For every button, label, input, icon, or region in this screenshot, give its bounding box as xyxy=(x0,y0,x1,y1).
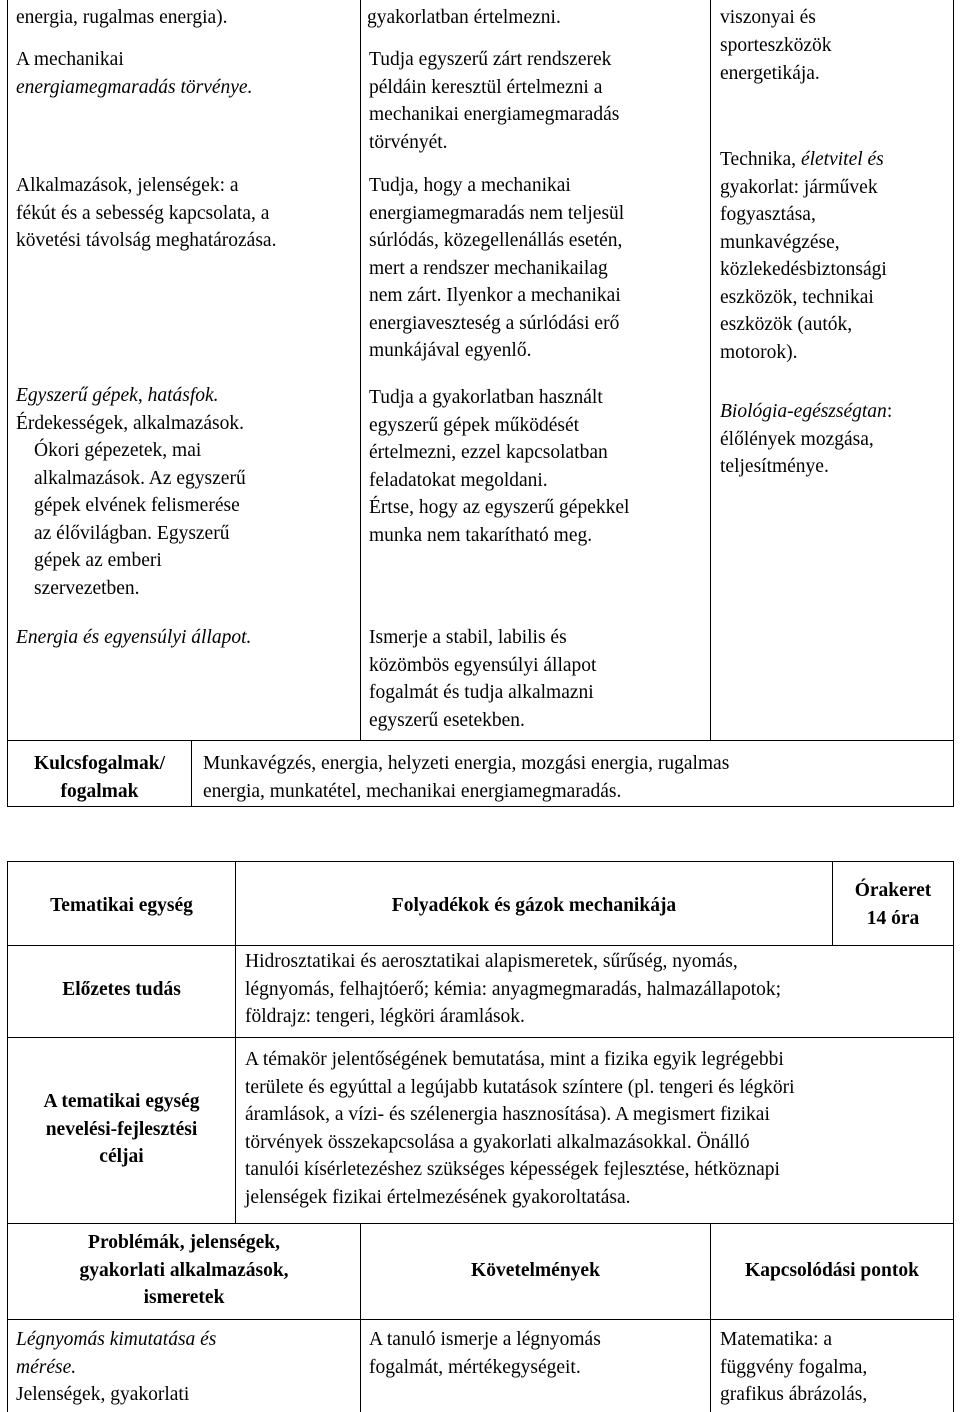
last-row-col3-line: grafikus ábrázolás, xyxy=(720,1384,868,1405)
prior-knowledge-line: Hidrosztatikai és aerosztatikai alapismeretek, sűrűség, nyomás, xyxy=(245,951,738,972)
row2-col2-cell xyxy=(369,172,624,365)
row4-col1-text: Energia és egyensúlyi állapot. xyxy=(16,627,252,648)
row1-col2-line: Tudja egyszerű zárt rendszerek xyxy=(369,49,612,70)
goals-label-line: A tematikai egység xyxy=(43,1091,200,1112)
goals-label-line: nevelési-fejlesztési xyxy=(45,1118,198,1140)
row3-col1-line: szervezetben. xyxy=(34,577,140,599)
last-row-col3 xyxy=(720,1326,867,1409)
prior-knowledge-line: földrajz: tengeri, légköri áramlások. xyxy=(245,1006,525,1027)
problems-header xyxy=(8,1229,360,1312)
row2-col2-line: súrlódás, közegellenállás esetén, xyxy=(369,230,623,251)
row2-col2-line: nem zárt. Ilyenkor a mechanikai xyxy=(369,285,621,306)
row2-col3-line: gyakorlat: járművek xyxy=(720,176,878,198)
top-table-row-divider xyxy=(7,740,954,741)
row1-col2-line: példáin keresztül értelmezni a xyxy=(369,76,603,98)
keyconcepts-text-line: Munkavégzés, energia, helyzeti energia, mozgási energia, rugalmas xyxy=(203,753,730,774)
unit-title: Folyadékok és gázok mechanikája xyxy=(391,895,677,916)
bottom-table-row-divider-1 xyxy=(7,945,954,946)
goals-label xyxy=(8,1088,235,1171)
goals-line: területe és egyúttal a legújabb kutatások színtere (pl. tengeri és légköri xyxy=(245,1076,795,1098)
row3-col1-line: az élővilágban. Egyszerű xyxy=(34,522,230,544)
row1-col3-line: sporteszközök xyxy=(720,35,832,56)
bottom-table-row-divider-3 xyxy=(7,1223,954,1224)
last-row-col1 xyxy=(16,1326,216,1409)
prior-knowledge-label: Előzetes tudás xyxy=(62,979,181,1000)
last-row-col1-italic-line: Légnyomás kimutatása és xyxy=(16,1329,217,1350)
goals-line: áramlások, a vízi- és szélenergia hasznosítása). A megismert fizikai xyxy=(245,1104,770,1125)
last-row-col1-italic-line: mérése. xyxy=(16,1356,77,1378)
row2-col3-line: munkavégzése, xyxy=(720,231,840,253)
problems-header-line: gyakorlati alkalmazások, xyxy=(79,1259,289,1281)
goals-line: A témakör jelentőségének bemutatása, mint a fizika egyik legrégebbi xyxy=(245,1049,784,1070)
keyconcepts-label-line: fogalmak xyxy=(60,780,139,802)
problems-header-line: ismeretek xyxy=(143,1287,225,1308)
goals-text xyxy=(245,1046,795,1211)
last-row-col2-line: fogalmát, mértékegységeit. xyxy=(369,1356,581,1378)
goals-label-line: céljai xyxy=(99,1146,144,1167)
row2-col2-line: energiaveszteség a súrlódási erő xyxy=(369,312,620,334)
row3-col3-line: élőlények mozgása, xyxy=(720,428,874,450)
row3-col3-line xyxy=(720,398,892,426)
goals-line: tanulói kísérletezéshez szükséges képességek fejlesztése, hétköznapi xyxy=(245,1159,780,1180)
last-row-col3-line: függvény fogalma, xyxy=(720,1356,868,1378)
unit-label: Tematikai egység xyxy=(50,895,193,916)
row2-col3-plain: Technika, xyxy=(720,149,801,170)
bottom-table-row-divider-2 xyxy=(7,1037,954,1038)
row2-col2-line: Tudja, hogy a mechanikai xyxy=(369,175,571,196)
row1-col2-cell xyxy=(369,46,619,156)
row2-col3-line: közlekedésbiztonsági xyxy=(720,259,887,280)
row0-col3-text: viszonyai és xyxy=(720,7,816,28)
row2-col1-line: Alkalmazások, jelenségek: a xyxy=(16,175,239,196)
row2-col2-line: munkájával egyenlő. xyxy=(369,340,532,361)
top-table-bottom-border xyxy=(7,806,954,807)
goals-line: törvények összekapcsolása a gyakorlati alkalmazásokkal. Önálló xyxy=(245,1131,750,1153)
row4-col2-line: egyszerű esetekben. xyxy=(369,709,525,731)
last-row-col3-line: Matematika: a xyxy=(720,1329,833,1350)
last-row-col2-line: A tanuló ismerje a légnyomás xyxy=(369,1329,601,1350)
row1-col2-line: mechanikai energiamegmaradás xyxy=(369,104,620,125)
top-table-right-border xyxy=(953,0,954,806)
row1-col3-line: energetikája. xyxy=(720,62,820,84)
top-table-col-divider-1 xyxy=(360,0,361,740)
requirements-header: Követelmények xyxy=(471,1260,600,1281)
row2-col3-line xyxy=(720,146,887,174)
row4-col2-line: fogalmát és tudja alkalmazni xyxy=(369,682,594,703)
row2-col3-italic: életvitel és xyxy=(800,149,884,170)
keyconcepts-text xyxy=(203,750,729,805)
keyconcepts-text-line: energia, munkatétel, mechanikai energiamegmaradás. xyxy=(203,780,622,802)
goals-line: jelenségek fizikai értelmezésének gyakoroltatása. xyxy=(245,1186,631,1208)
prior-knowledge-line: légnyomás, felhajtóerő; kémia: anyagmegmaradás, halmazállapotok; xyxy=(245,978,782,1000)
last-row-col1-line: Jelenségek, gyakorlati xyxy=(16,1384,190,1405)
top-table-left-border xyxy=(7,0,8,806)
row3-col1-line: gépek elvének felismerése xyxy=(34,495,240,516)
bottom-table-right-border xyxy=(953,861,954,1412)
bottom-table-col-divider-2 xyxy=(710,1223,711,1412)
prior-knowledge-text xyxy=(245,948,781,1031)
keyconcepts-label-line: Kulcsfogalmak/ xyxy=(33,753,166,774)
row3-col3-line: teljesítménye. xyxy=(720,456,829,477)
row4-col2-line: közömbös egyensúlyi állapot xyxy=(369,654,597,676)
row2-col2-line: mert a rendszer mechanikailag xyxy=(369,257,608,279)
row1-col1-cell xyxy=(16,46,252,101)
row3-col2-line: Tudja a gyakorlatban használt xyxy=(369,387,603,408)
row3-col2-line: egyszerű gépek működését xyxy=(369,414,580,436)
row1-col3-cell xyxy=(720,32,832,87)
row1-col1-line: A mechanikai xyxy=(16,49,124,70)
row0-col1-text: energia, rugalmas energia). xyxy=(16,7,228,28)
bottom-table-top-border xyxy=(7,861,954,862)
row3-col1-line: Érdekességek, alkalmazások. xyxy=(16,412,244,434)
row2-col2-line: energiamegmaradás nem teljesül xyxy=(369,202,625,224)
row2-col1-line: fékút és a sebesség kapcsolata, a xyxy=(16,202,270,224)
row1-col1-line: energiamegmaradás törvénye. xyxy=(16,76,253,98)
row2-col1-line: követési távolság meghatározása. xyxy=(16,230,277,251)
problems-header-line: Problémák, jelenségek, xyxy=(88,1232,280,1253)
row3-col2-line: Értse, hogy az egyszerű gépekkel xyxy=(369,497,630,518)
bottom-table-col-divider-1 xyxy=(360,1223,361,1412)
row2-col3-line: fogyasztása, xyxy=(720,204,816,225)
hours-cell xyxy=(833,877,953,932)
hours-value: 14 óra xyxy=(866,907,920,929)
row3-col2-line: értelmezni, ezzel kapcsolatban xyxy=(369,442,608,463)
row2-col3-line: motorok). xyxy=(720,341,798,363)
row3-col2-cell xyxy=(369,384,629,549)
row3-col3-colon: : xyxy=(886,401,893,422)
row2-col1-cell xyxy=(16,172,276,255)
row3-col3-italic: Biológia-egészségtan xyxy=(720,401,887,422)
bottom-table-row-divider-4 xyxy=(7,1319,954,1320)
row2-col3-line: eszközök, technikai xyxy=(720,286,874,308)
row3-col1-line: Ókori gépezetek, mai xyxy=(34,440,202,461)
row0-col2-text: gyakorlatban értelmezni. xyxy=(367,7,561,28)
row3-col1-cell xyxy=(16,382,246,602)
row3-col2-line: feladatokat megoldani. xyxy=(369,469,548,491)
row4-col2-cell xyxy=(369,624,596,734)
row3-col1-line: alkalmazások. Az egyszerű xyxy=(34,467,246,489)
row3-col2-line: munka nem takarítható meg. xyxy=(369,524,593,546)
row3-col1-italic-line: Egyszerű gépek, hatásfok. xyxy=(16,385,219,406)
top-table-keyconcepts-divider xyxy=(191,740,192,806)
connections-header: Kapcsolódási pontok xyxy=(745,1260,919,1281)
top-table-col-divider-2 xyxy=(710,0,711,740)
last-row-col2 xyxy=(369,1326,601,1381)
row3-col3-cell xyxy=(720,398,892,481)
row4-col2-line: Ismerje a stabil, labilis és xyxy=(369,627,567,648)
row2-col3-cell xyxy=(720,146,887,366)
row3-col1-line: gépek az emberi xyxy=(34,550,162,571)
keyconcepts-label xyxy=(8,750,191,805)
hours-label: Órakeret xyxy=(854,880,932,901)
row1-col2-line: törvényét. xyxy=(369,131,448,153)
row2-col3-line: eszközök (autók, xyxy=(720,314,853,335)
